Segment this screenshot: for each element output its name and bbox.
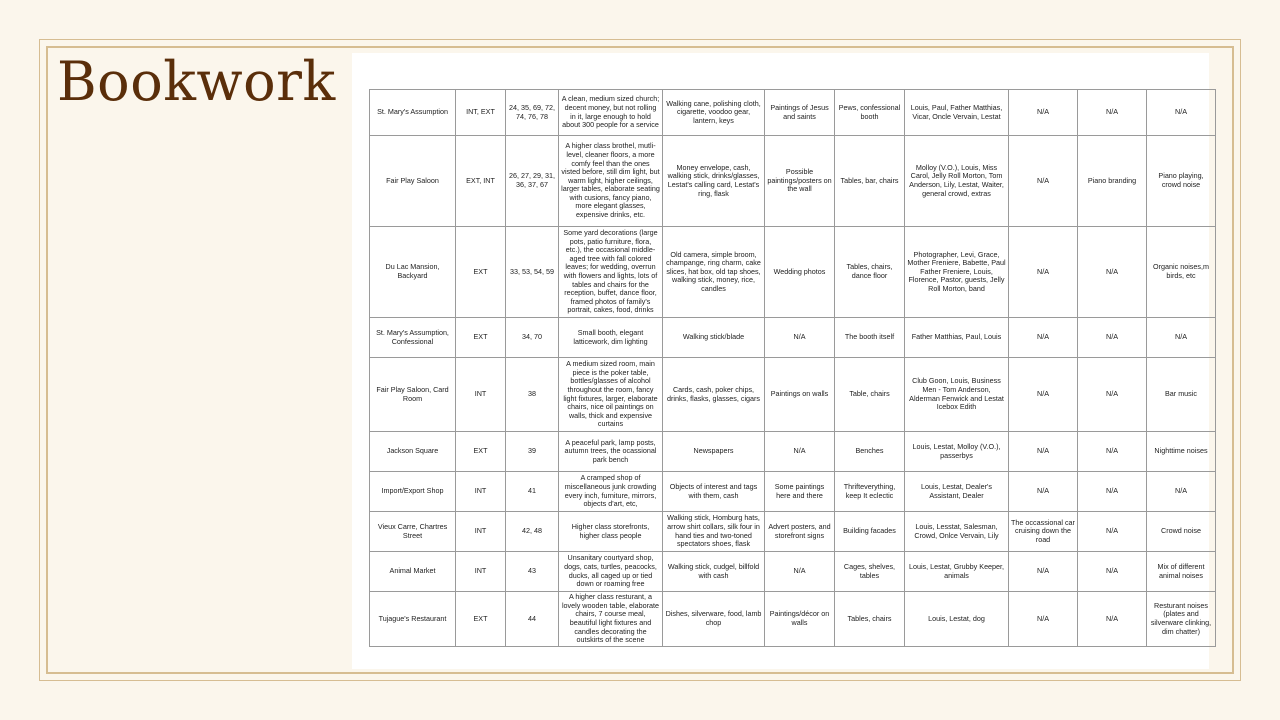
table-cell: 34, 70 bbox=[506, 318, 559, 358]
table-cell: INT bbox=[456, 358, 506, 432]
table-cell: 39 bbox=[506, 432, 559, 472]
table-cell: Paintings of Jesus and saints bbox=[765, 90, 835, 136]
table-row bbox=[370, 552, 1216, 592]
table-cell: Table, chairs bbox=[835, 358, 905, 432]
table-cell: INT bbox=[456, 512, 506, 552]
table-cell: Walking stick, cudgel, billfold with cash bbox=[663, 552, 765, 592]
table-cell: Paintings on walls bbox=[765, 358, 835, 432]
table-row bbox=[370, 472, 1216, 512]
table-cell: N/A bbox=[1009, 318, 1078, 358]
table-row bbox=[370, 227, 1216, 318]
table-cell: Tujague's Restaurant bbox=[370, 592, 456, 647]
table-cell: Newspapers bbox=[663, 432, 765, 472]
table-cell: A higher class brothel, mutli-level, cleaner floors, a more comfy feel than the ones visted before, still dim light, but warm light, higher ceilings, larger tables, elaborate seating with cusions, fancy piano, more elegant glasses, expensive drinks, etc. bbox=[559, 136, 663, 227]
table-cell: N/A bbox=[765, 552, 835, 592]
table-cell: Louis, Lestat, Grubby Keeper, animals bbox=[905, 552, 1009, 592]
table-cell: Crowd noise bbox=[1147, 512, 1216, 552]
table-cell: 26, 27, 29, 31, 36, 37, 67 bbox=[506, 136, 559, 227]
table-cell: N/A bbox=[1078, 358, 1147, 432]
table-cell: A clean, medium sized church; decent money, but not rolling in it, large enough to hold about 300 people for a service bbox=[559, 90, 663, 136]
table-cell: N/A bbox=[765, 318, 835, 358]
table-cell: St. Mary's Assumption bbox=[370, 90, 456, 136]
table-cell: Import/Export Shop bbox=[370, 472, 456, 512]
table-cell: 44 bbox=[506, 592, 559, 647]
table-cell: Louis, Lestat, Dealer's Assistant, Dealer bbox=[905, 472, 1009, 512]
table-cell: Louis, Lesstat, Salesman, Crowd, Onlce Vervain, Lily bbox=[905, 512, 1009, 552]
table-cell: N/A bbox=[1078, 472, 1147, 512]
table-cell: Walking stick/blade bbox=[663, 318, 765, 358]
table-cell: N/A bbox=[1009, 472, 1078, 512]
table-cell: INT bbox=[456, 552, 506, 592]
table-row bbox=[370, 358, 1216, 432]
table-cell: Walking cane, polishing cloth, cigarette, voodoo gear, lantern, keys bbox=[663, 90, 765, 136]
table-cell: EXT, INT bbox=[456, 136, 506, 227]
table-cell: Mix of different animal noises bbox=[1147, 552, 1216, 592]
table-cell: Louis, Lestat, dog bbox=[905, 592, 1009, 647]
table-cell: N/A bbox=[1147, 472, 1216, 512]
table-cell: N/A bbox=[1078, 592, 1147, 647]
table-row bbox=[370, 512, 1216, 552]
table-cell: Louis, Lestat, Molloy (V.O.), passerbys bbox=[905, 432, 1009, 472]
table-cell: 33, 53, 54, 59 bbox=[506, 227, 559, 318]
table-cell: N/A bbox=[1009, 552, 1078, 592]
table-cell: Animal Market bbox=[370, 552, 456, 592]
table-cell: N/A bbox=[1078, 552, 1147, 592]
table-row bbox=[370, 136, 1216, 227]
table-cell: Molloy (V.O.), Louis, Miss Carol, Jelly Roll Morton, Tom Anderson, Lily, Lestat, Waiter, general crowd, extras bbox=[905, 136, 1009, 227]
table-cell: Father Matthias, Paul, Louis bbox=[905, 318, 1009, 358]
table-cell: St. Mary's Assumption, Confessional bbox=[370, 318, 456, 358]
table-cell: N/A bbox=[1147, 318, 1216, 358]
table-cell: EXT bbox=[456, 227, 506, 318]
table-cell: N/A bbox=[765, 432, 835, 472]
table-cell: N/A bbox=[1009, 136, 1078, 227]
table-cell: 41 bbox=[506, 472, 559, 512]
bookwork-table bbox=[369, 89, 1216, 647]
table-cell: N/A bbox=[1009, 432, 1078, 472]
table-cell: The occassional car cruising down the road bbox=[1009, 512, 1078, 552]
table-cell: INT bbox=[456, 472, 506, 512]
table-cell: Jackson Square bbox=[370, 432, 456, 472]
table-row bbox=[370, 432, 1216, 472]
table-cell: N/A bbox=[1009, 227, 1078, 318]
table-cell: N/A bbox=[1078, 432, 1147, 472]
table-cell: Organic noises,m birds, etc bbox=[1147, 227, 1216, 318]
table-cell: Bar music bbox=[1147, 358, 1216, 432]
table-cell: The booth itself bbox=[835, 318, 905, 358]
table-cell: Nighttime noises bbox=[1147, 432, 1216, 472]
table-cell: EXT bbox=[456, 318, 506, 358]
table-cell: Fair Play Saloon bbox=[370, 136, 456, 227]
table-cell: Resturant noises (plates and silverware clinking, dim chatter) bbox=[1147, 592, 1216, 647]
table-cell: 42, 48 bbox=[506, 512, 559, 552]
table-cell: N/A bbox=[1078, 512, 1147, 552]
table-cell: Piano playing, crowd noise bbox=[1147, 136, 1216, 227]
table-cell: Old camera, simple broom, champange, ring charm, cake slices, hat box, old tap shoes, walking stick, money, rice, candles bbox=[663, 227, 765, 318]
table-cell: Possible paintings/posters on the wall bbox=[765, 136, 835, 227]
table-cell: Club Goon, Louis, Business Men - Tom Anderson, Alderman Fenwick and Lestat Icebox Edith bbox=[905, 358, 1009, 432]
table-cell: 43 bbox=[506, 552, 559, 592]
table-cell: Cages, shelves, tables bbox=[835, 552, 905, 592]
table-cell: Louis, Paul, Father Matthias, Vicar, Oncle Vervain, Lestat bbox=[905, 90, 1009, 136]
table-cell: Higher class storefronts, higher class people bbox=[559, 512, 663, 552]
table-cell: Objects of interest and tags with them, cash bbox=[663, 472, 765, 512]
table-cell: Some paintings here and there bbox=[765, 472, 835, 512]
table-row bbox=[370, 90, 1216, 136]
table-cell: Walking stick, Homburg hats, arrow shirt collars, silk four in hand ties and two-toned spectators shoes, flask bbox=[663, 512, 765, 552]
table-row bbox=[370, 592, 1216, 647]
table-row bbox=[370, 318, 1216, 358]
table-cell: Fair Play Saloon, Card Room bbox=[370, 358, 456, 432]
table-cell: Photographer, Levi, Grace, Mother Freniere, Babette, Paul Father Freniere, Louis, Florence, Pastor, guests, Jelly Roll Morton, band bbox=[905, 227, 1009, 318]
table-cell: A medium sized room, main piece is the poker table, bottles/glasses of alcohol throughout the room, fancy light fixtures, larger, elaborate chairs, nice oil paintings on walls, thick and expensive curtains bbox=[559, 358, 663, 432]
table-cell: Dishes, silverware, food, lamb chop bbox=[663, 592, 765, 647]
table-cell: Advert posters, and storefront signs bbox=[765, 512, 835, 552]
table-cell: A peaceful park, lamp posts, autumn trees, the ocassional park bench bbox=[559, 432, 663, 472]
slide-title: Bookwork bbox=[57, 50, 336, 113]
table-cell: N/A bbox=[1078, 318, 1147, 358]
bookwork-document bbox=[352, 53, 1212, 669]
table-cell: Cards, cash, poker chips, drinks, flasks, glasses, cigars bbox=[663, 358, 765, 432]
table-cell: Benches bbox=[835, 432, 905, 472]
table-cell: Tables, chairs, dance floor bbox=[835, 227, 905, 318]
table-cell: EXT bbox=[456, 432, 506, 472]
table-cell: Paintings/décor on walls bbox=[765, 592, 835, 647]
table-cell: Tables, bar, chairs bbox=[835, 136, 905, 227]
table-cell: Thrifteverything, keep It eclectic bbox=[835, 472, 905, 512]
table-cell: Tables, chairs bbox=[835, 592, 905, 647]
table-cell: INT, EXT bbox=[456, 90, 506, 136]
table-cell: 24, 35, 69, 72, 74, 76, 78 bbox=[506, 90, 559, 136]
table-cell: Pews, confessional booth bbox=[835, 90, 905, 136]
table-cell: Vieux Carre, Chartres Street bbox=[370, 512, 456, 552]
table-cell: N/A bbox=[1147, 90, 1216, 136]
table-cell: Du Lac Mansion, Backyard bbox=[370, 227, 456, 318]
table-cell: N/A bbox=[1009, 90, 1078, 136]
table-cell: Wedding photos bbox=[765, 227, 835, 318]
table-cell: Building facades bbox=[835, 512, 905, 552]
table-cell: N/A bbox=[1009, 592, 1078, 647]
table-cell: N/A bbox=[1078, 90, 1147, 136]
table-cell: A higher class resturant, a lovely wooden table, elaborate chairs, 7 course meal, beautiful light fixtures and candles decorating the outskirts of the scene bbox=[559, 592, 663, 647]
table-cell: Small booth, elegant latticework, dim lighting bbox=[559, 318, 663, 358]
table-cell: EXT bbox=[456, 592, 506, 647]
table-cell: N/A bbox=[1009, 358, 1078, 432]
table-cell: Some yard decorations (large pots, patio furniture, flora, etc.), the occasional middle-aged tree with fall colored leaves; for wedding, overrun with flowers and lights, lots of tables and chairs for the reception, buffet, dance floor, framed photos of family's portrait, cakes, food, drinks bbox=[559, 227, 663, 318]
table-cell: Piano branding bbox=[1078, 136, 1147, 227]
table-cell: Money envelope, cash, walking stick, drinks/glasses, Lestat's calling card, Lestat's ring, flask bbox=[663, 136, 765, 227]
table-cell: A cramped shop of miscellaneous junk crowding every inch, furniture, mirrors, objects d'art, etc, bbox=[559, 472, 663, 512]
table-cell: Unsanitary courtyard shop, dogs, cats, turtles, peacocks, ducks, all caged up or tied down or roaming free bbox=[559, 552, 663, 592]
table-cell: 38 bbox=[506, 358, 559, 432]
table-cell: N/A bbox=[1078, 227, 1147, 318]
